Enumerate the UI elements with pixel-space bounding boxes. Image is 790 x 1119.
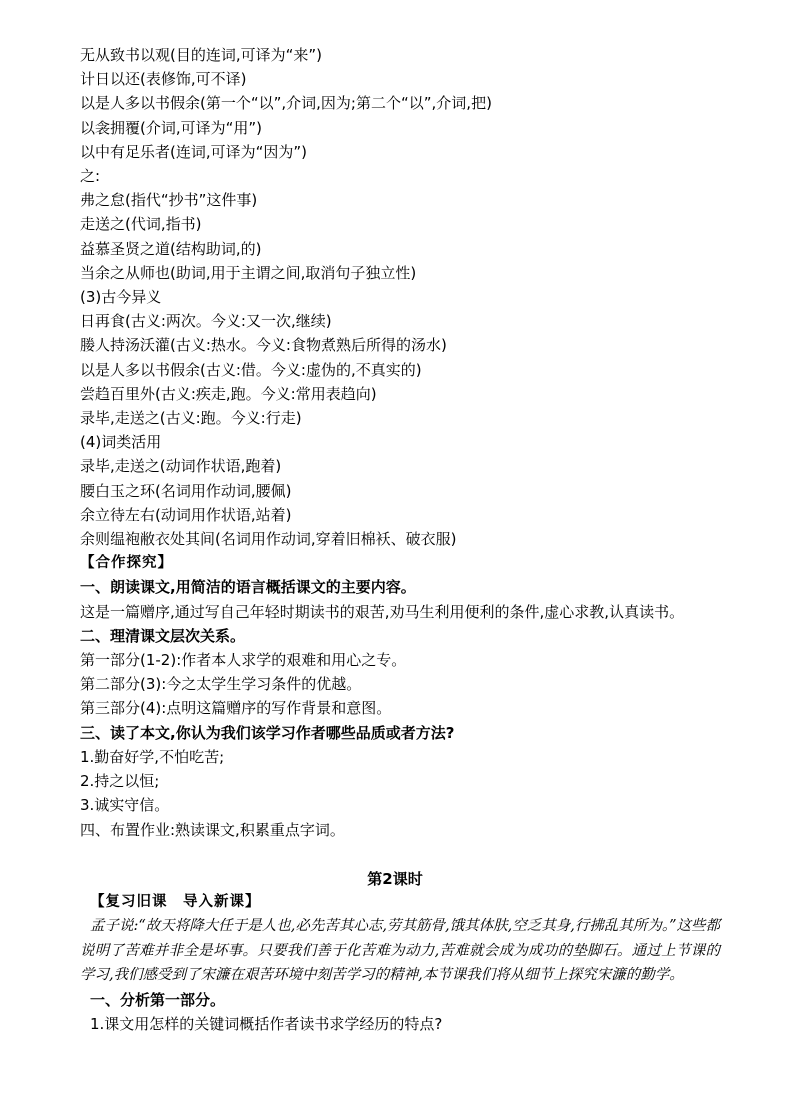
text-line: 当余之从师也(助词,用于主谓之间,取消句子独立性) (80, 263, 417, 282)
text-line: 计日以还(表修饰,可不译) (80, 70, 247, 89)
text-line: 益慕圣贤之道(结构助词,的) (80, 239, 262, 258)
homework-line: 四、布置作业:熟读课文,积累重点字词。 (80, 820, 345, 839)
section-heading-word-class: (4)词类活用 (80, 433, 162, 452)
question-3-item: 3.诚实守信。 (80, 796, 170, 815)
cooperative-inquiry-tag: 【合作探究】 (80, 554, 173, 572)
section-heading-ancient-modern: (3)古今异义 (80, 288, 162, 307)
question-3-heading: 三、读了本文,你认为我们该学习作者哪些品质或者方法? (80, 723, 455, 742)
analysis-heading: 一、分析第一部分。 (90, 990, 226, 1009)
text-line: 无从致书以观(目的连词,可译为“来”) (80, 46, 323, 64)
question-3-item: 1.勤奋好学,不怕吃苦; (80, 747, 225, 766)
question-1-answer: 这是一篇赠序,通过写自己年轻时期读书的艰苦,劝马生利用便利的条件,虚心求教,认真读书。 (80, 602, 685, 621)
question-1-heading: 一、朗读课文,用简洁的语言概括课文的主要内容。 (80, 578, 416, 597)
text-line: 以是人多以书假余(古义:借。今义:虚伪的,不真实的) (80, 360, 422, 379)
text-line: 录毕,走送之(古义:跑。今义:行走) (80, 409, 302, 428)
lesson-2-title: 第2课时 (367, 870, 423, 888)
text-line: 弗之怠(指代“抄书”这件事) (80, 191, 258, 210)
text-line: 以中有足乐者(连词,可译为“因为”) (80, 142, 308, 161)
text-line: 录毕,走送之(动词作状语,跑着) (80, 457, 282, 476)
part-3-line: 第三部分(4):点明这篇赠序的写作背景和意图。 (80, 699, 392, 718)
text-line: 余则缊袍敝衣处其间(名词用作动词,穿着旧棉袄、破衣服) (80, 530, 457, 549)
question-2-heading: 二、理清课文层次关系。 (80, 626, 246, 645)
text-line: 以衾拥覆(介词,可译为“用”) (80, 118, 263, 137)
text-line: 余立待左右(动词用作状语,站着) (80, 505, 292, 524)
part-1-line: 第一部分(1-2):作者本人求学的艰难和用心之专。 (80, 651, 407, 670)
text-line: 以是人多以书假余(第一个“以”,介词,因为;第二个“以”,介词,把) (80, 94, 492, 113)
text-line: 媵人持汤沃灌(古义:热水。今义:食物煮熟后所得的汤水) (80, 336, 447, 355)
review-intro-tag: 【复习旧课 导入新课】 (90, 893, 261, 910)
intro-paragraph: 孟子说:“故天将降大任于是人也,必先苦其心志,劳其筋骨,饿其体肤,空乏其身,行拂乱其所为。”这些都说明了苦难并非全是坏事。只要我们善于化苦难为动力,苦难就会成为成功的垫脚石。通过上节课的学习,我们感受到了宋濂在艰苦环境中刻苦学习的精神,本节课我们将从细节上探究宋濂的勤学。 (80, 918, 721, 984)
text-line: 腰白玉之环(名词用作动词,腰佩) (80, 481, 292, 500)
part-2-line: 第二部分(3):今之太学生学习条件的优越。 (80, 675, 362, 694)
lesson-2-section (80, 890, 720, 1036)
text-line: 走送之(代词,指书) (80, 215, 202, 234)
text-line: 尝趋百里外(古义:疾走,跑。今义:常用表趋向) (80, 384, 377, 403)
text-line: 之: (80, 167, 101, 186)
question-3-item: 2.持之以恒; (80, 772, 160, 791)
analysis-question-1: 1.课文用怎样的关键词概括作者读书求学经历的特点? (90, 1014, 443, 1033)
text-line: 日再食(古义:两次。今义:又一次,继续) (80, 312, 332, 331)
